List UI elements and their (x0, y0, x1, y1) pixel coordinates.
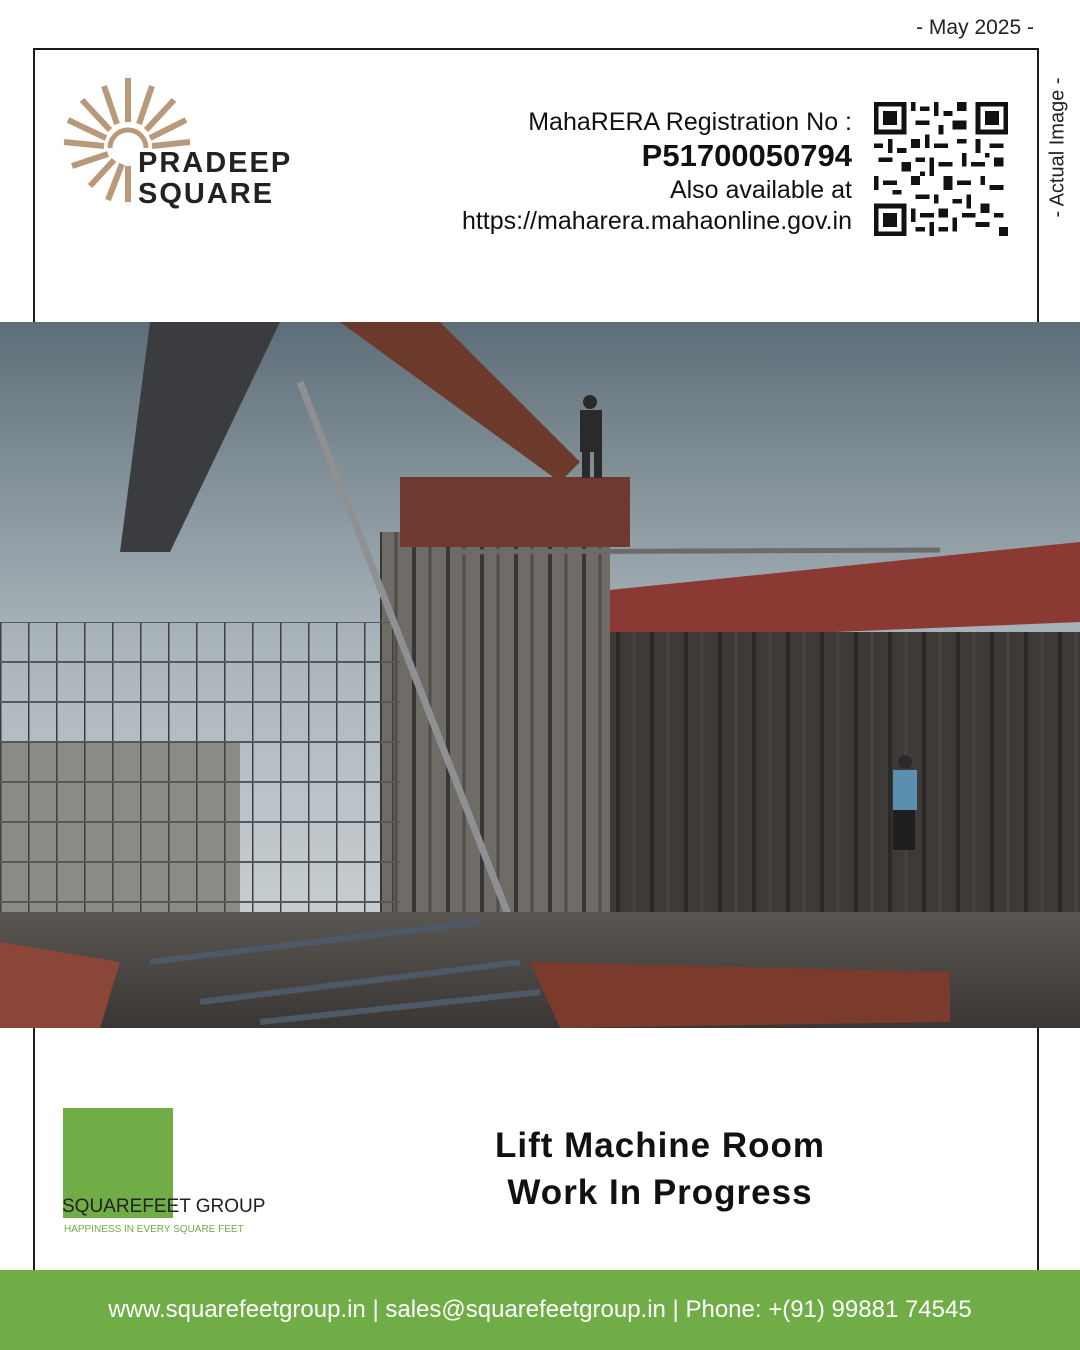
brand-name-line2: SQUARE (138, 178, 275, 210)
rera-also-label: Also available at (669, 176, 852, 204)
footer-contact-text[interactable]: www.squarefeetgroup.in | sales@squarefeetgroup.in | Phone: +(91) 99881 74545 (108, 1296, 972, 1323)
rera-url[interactable]: https://maharera.mahaonline.gov.in (461, 207, 852, 235)
actual-image-text: - Actual Image - (1046, 76, 1069, 218)
qr-code-icon[interactable] (874, 102, 1008, 236)
pradeep-square-logo (62, 74, 322, 214)
caption-line1: Lift Machine Room (494, 1126, 826, 1165)
developer-name-part1: SQUAREFEET (62, 1196, 191, 1217)
rera-info (462, 106, 852, 236)
developer-name (62, 1196, 265, 1218)
developer-tagline: HAPPINESS IN EVERY SQUARE FEET (64, 1224, 244, 1235)
caption-line2: Work In Progress (507, 1173, 813, 1212)
brand-name (138, 148, 292, 210)
photo-caption (440, 1122, 880, 1216)
squarefeet-group-logo (60, 1104, 266, 1244)
date-label: - May 2025 - (916, 16, 1034, 39)
construction-site-photo (0, 322, 1080, 1028)
rera-number: P51700050794 (641, 138, 852, 173)
developer-name-part2: GROUP (190, 1196, 266, 1217)
contact-footer (0, 1270, 1080, 1350)
actual-image-label (1040, 62, 1076, 232)
brand-name-line1: PRADEEP (138, 147, 293, 179)
rera-label: MahaRERA Registration No : (528, 108, 852, 136)
